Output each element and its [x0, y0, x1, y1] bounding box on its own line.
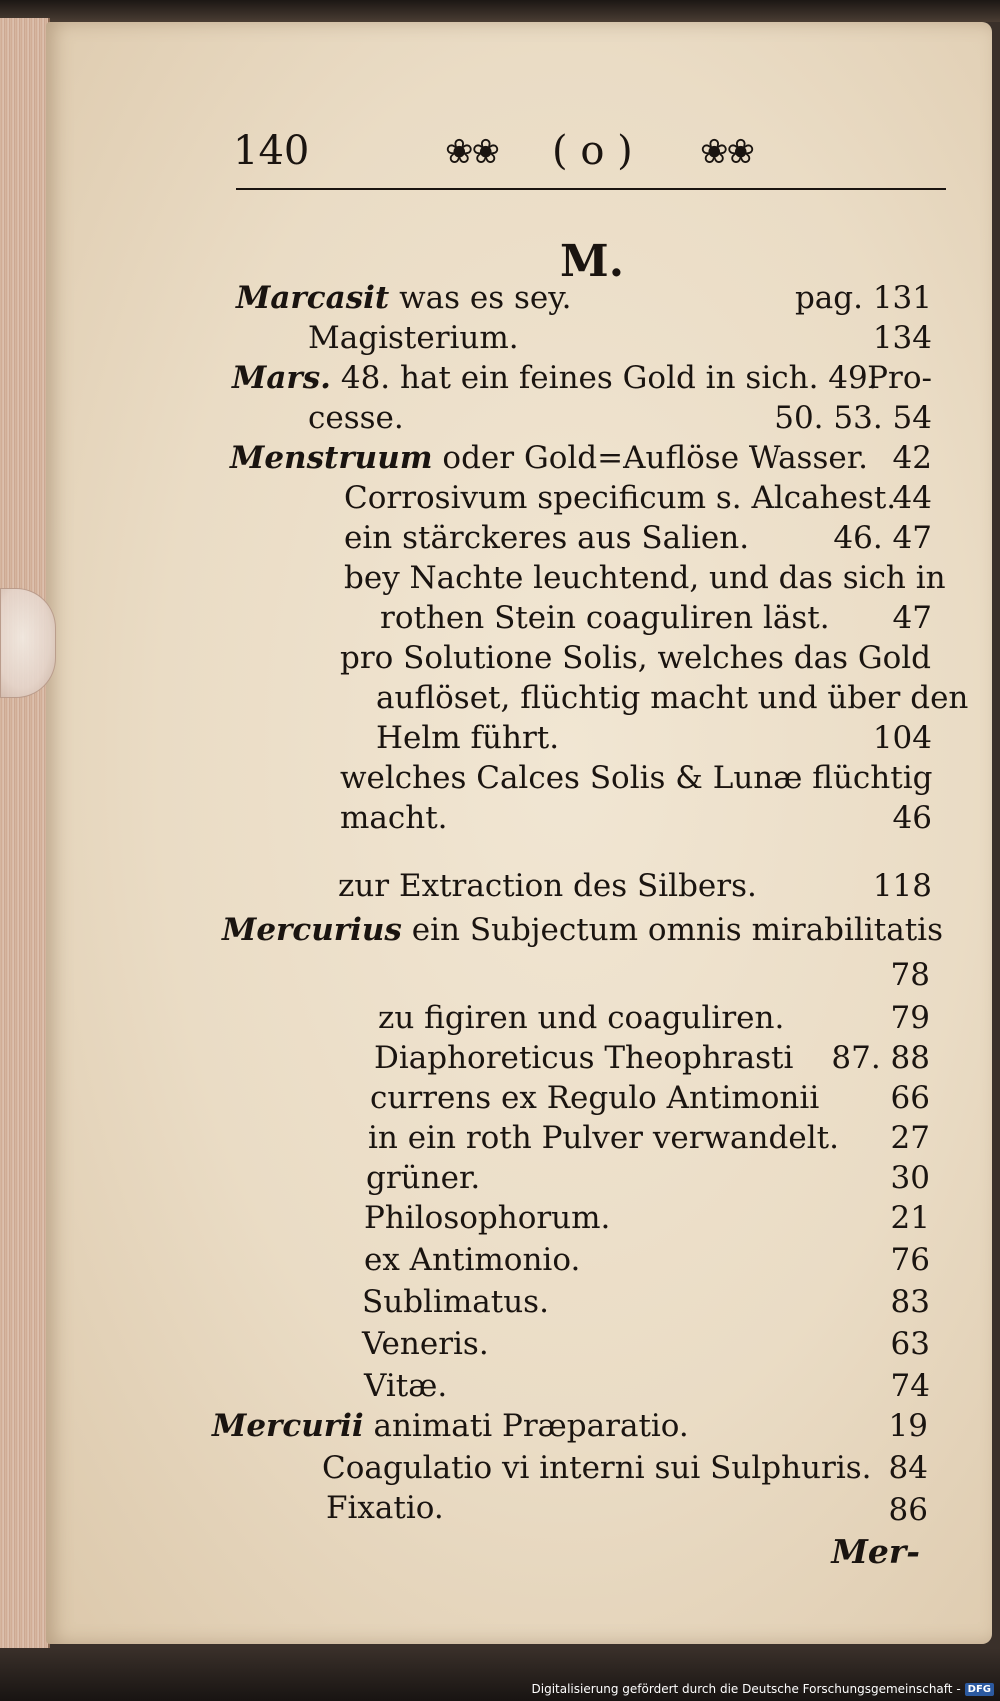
index-entry: Corrosivum specificum s. Alcahest.	[344, 480, 897, 516]
index-entry: ex Antimonio.	[364, 1242, 581, 1278]
index-entry: zu figiren und coaguliren.	[378, 1000, 785, 1036]
entry-page: 42	[892, 440, 932, 476]
index-entry: Philosophorum.	[364, 1200, 611, 1236]
index-entry: Veneris.	[362, 1326, 489, 1362]
entry-page: 118	[872, 868, 932, 904]
entry-page: 78	[890, 957, 930, 993]
entry-keyword: Marcasit	[236, 280, 390, 316]
entry-keyword: Menstruum	[230, 440, 433, 476]
index-entry: in ein roth Pulver verwandelt.	[368, 1120, 839, 1156]
entry-page: 47	[892, 600, 932, 636]
index-entry: Fixatio.	[326, 1490, 444, 1526]
entry-page: 44	[892, 480, 932, 516]
index-entry: zur Extraction des Silbers.	[338, 868, 757, 904]
index-entry: Coagulatio vi interni sui Sulphuris.	[322, 1450, 872, 1486]
top-shadow	[0, 0, 1000, 22]
index-entry: auflöset, flüchtig macht und über den	[376, 680, 969, 716]
entry-page: 84	[888, 1450, 928, 1486]
entry-text: ein Subjectum omnis mirabilitatis	[411, 912, 943, 948]
entry-keyword: Mercurius	[222, 912, 402, 948]
index-entry: pro Solutione Solis, welches das Gold	[340, 640, 932, 676]
entry-page: Pro-	[867, 360, 932, 396]
entry-text: 48. hat ein feines Gold in sich. 49.	[340, 360, 878, 396]
entry-page: 134	[872, 320, 932, 356]
entry-page: 83	[890, 1284, 930, 1320]
ornament-right-icon: ❀❀	[700, 132, 753, 172]
index-entry: grüner.	[366, 1160, 481, 1196]
header-rule	[236, 188, 946, 190]
ornament-left-icon: ❀❀	[445, 132, 498, 172]
credit-text: Digitalisierung gefördert durch die Deutsche Forschungsgemeinschaft -	[531, 1682, 961, 1696]
dfg-logo-icon: DFG	[965, 1683, 994, 1696]
entry-page: 66	[890, 1080, 930, 1116]
index-entry: currens ex Regulo Antimonii	[370, 1080, 820, 1116]
index-entry: Sublimatus.	[362, 1284, 549, 1320]
index-entry: bey Nachte leuchtend, und das sich in	[344, 560, 946, 596]
entry-text: oder Gold=Auflöse Wasser.	[442, 440, 868, 476]
entry-text: animati Præparatio.	[373, 1408, 689, 1444]
running-head: ( o )	[552, 128, 633, 174]
index-entry: macht.	[340, 800, 448, 836]
entry-page: 87. 88	[831, 1040, 930, 1076]
entry-page: 27	[890, 1120, 930, 1156]
entry-page: 46	[892, 800, 932, 836]
index-entry	[222, 910, 943, 950]
index-entry: Diaphoreticus Theophrasti	[374, 1040, 794, 1076]
letter-heading: M.	[560, 236, 625, 287]
digitization-credit	[532, 1682, 995, 1696]
entry-page: 19	[888, 1408, 928, 1444]
entry-keyword: Mercurii	[212, 1408, 364, 1444]
index-entry	[212, 1406, 689, 1446]
entry-page: 74	[890, 1368, 930, 1404]
index-entry: ein stärckeres aus Salien.	[344, 520, 750, 556]
entry-page: 30	[890, 1160, 930, 1196]
index-entry: cesse.	[308, 400, 404, 436]
index-entry: Magisterium.	[308, 320, 519, 356]
entry-page: 79	[890, 1000, 930, 1036]
entry-text: was es sey.	[399, 280, 572, 316]
entry-page: 76	[890, 1242, 930, 1278]
index-entry: welches Calces Solis & Lunæ flüchtig	[340, 760, 933, 796]
page-edges	[0, 18, 50, 1648]
page-number: 140	[233, 128, 310, 174]
entry-page: 104	[872, 720, 932, 756]
book-page	[46, 22, 992, 1644]
entry-page: 50. 53. 54	[774, 400, 932, 436]
entry-page: 21	[890, 1200, 930, 1236]
index-entry: Helm führt.	[376, 720, 560, 756]
index-entry	[232, 358, 878, 398]
entry-page: pag. 131	[794, 280, 932, 316]
entry-page: 86	[888, 1492, 928, 1528]
thumb-tab	[0, 588, 56, 698]
entry-page: 46. 47	[833, 520, 932, 556]
index-entry: rothen Stein coaguliren läst.	[380, 600, 830, 636]
entry-keyword: Mars.	[232, 360, 331, 396]
index-entry: Vitæ.	[364, 1368, 448, 1404]
index-entry	[236, 278, 572, 318]
entry-page: 63	[890, 1326, 930, 1362]
index-entry	[230, 438, 868, 478]
catchword: Mer-	[831, 1532, 920, 1571]
